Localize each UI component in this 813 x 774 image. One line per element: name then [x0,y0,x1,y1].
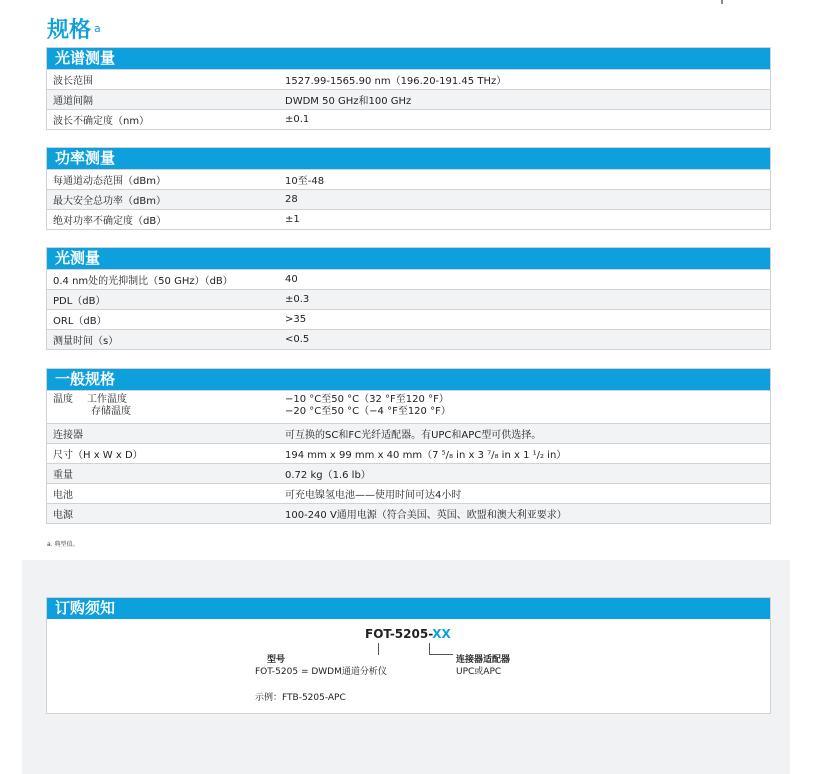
operating-temperature-label: 工作温度 [87,394,127,405]
connector-label: 连接器适配器 [456,655,511,665]
table-row [47,269,770,289]
row-label: 波长不确定度（nm） [53,116,150,127]
table-row [47,109,770,129]
section-power [46,147,771,230]
table-row [47,443,770,463]
row-value: ±0.1 [285,114,310,125]
row-value: <0.5 [285,334,310,345]
model-description: FOT-5205 = DWDM通道分析仪 [255,667,387,677]
row-label: PDL（dB） [53,296,106,307]
row-value: DWDM 50 GHz和100 GHz [285,96,412,107]
row-label: 重量 [53,470,73,481]
model-bracket-line [378,643,379,655]
temperature-label: 温度 [53,394,73,405]
table-row [47,329,770,349]
row-label: 波长范围 [53,76,93,87]
section-title: 一般规格 [47,369,770,390]
row-value: 100-240 V通用电源（符合美国、英国、欧盟和澳大利亚要求） [285,510,567,521]
section-title: 功率测量 [47,148,770,169]
table-row [47,69,770,89]
footnote: a. 典型值。 [47,541,79,548]
row-label: 连接器 [53,430,83,441]
page-edge-mark [721,0,723,4]
row-label: 尺寸（H x W x D） [53,450,143,461]
table-row [47,309,770,329]
model-label: 型号 [267,655,286,665]
section-title: 订购须知 [47,598,770,619]
row-value: ±0.3 [285,294,310,305]
section-optical [46,247,771,350]
section-spectral [46,47,771,130]
row-label [47,394,285,418]
row-label: 0.4 nm处的光抑制比（50 GHz）（dB） [53,276,233,287]
section-title: 光测量 [47,248,770,269]
row-label: 绝对功率不确定度（dB） [53,216,167,227]
storage-temperature-value: −20 °C至50 °C（−4 °F至120 °F） [285,406,451,417]
row-value: 0.72 kg（1.6 lb） [285,470,371,481]
row-value: 40 [285,274,298,285]
page-title-text: 规格 [47,18,92,43]
connector-description: UPC或APC [456,667,502,677]
section-ordering [46,597,771,714]
row-value: 28 [285,194,298,205]
row-value: 1527.99-1565.90 nm（196.20-191.45 THz） [285,76,507,87]
page-title-footnote-mark: a [94,22,101,35]
table-row [47,503,770,523]
row-value: 10至-48 [285,176,325,187]
table-row [47,423,770,443]
table-row [47,189,770,209]
section-title: 光谱测量 [47,48,770,69]
model-suffix: XX [432,627,451,641]
connector-bracket-line [429,654,453,655]
row-label: 最大安全总功率（dBm） [53,196,166,207]
table-row [47,289,770,309]
row-label: 测量时间（s） [53,336,119,347]
row-value: 194 mm x 99 mm x 40 mm（7 ⁵/₈ in x 3 ⁷/₈ in x 1 ¹/₂ in） [285,450,567,461]
table-row [47,463,770,483]
row-label: 电源 [53,510,73,521]
storage-temperature-label: 存储温度 [91,406,131,417]
row-label: 每通道动态范围（dBm） [53,176,166,187]
table-row [47,169,770,189]
model-prefix: FOT-5205- [365,627,433,641]
page-title [47,18,101,44]
table-row-temperature [47,390,770,423]
section-general [46,368,771,524]
row-label: 通道间隔 [53,96,93,107]
row-value: 可充电镍氢电池——使用时间可达4小时 [285,490,462,501]
table-row [47,209,770,229]
row-label: ORL（dB） [53,316,107,327]
row-value: >35 [285,314,307,325]
table-row [47,89,770,109]
row-value: ±1 [285,214,300,225]
row-value [285,394,770,418]
order-example: 示例：FTB-5205-APC [255,693,346,703]
table-row [47,483,770,503]
row-value: 可互换的SC和FC光纤适配器。有UPC和APC型可供选择。 [285,430,542,441]
row-label: 电池 [53,490,73,501]
model-code [365,627,451,641]
operating-temperature-value: −10 °C至50 °C（32 °F至120 °F） [285,394,449,405]
